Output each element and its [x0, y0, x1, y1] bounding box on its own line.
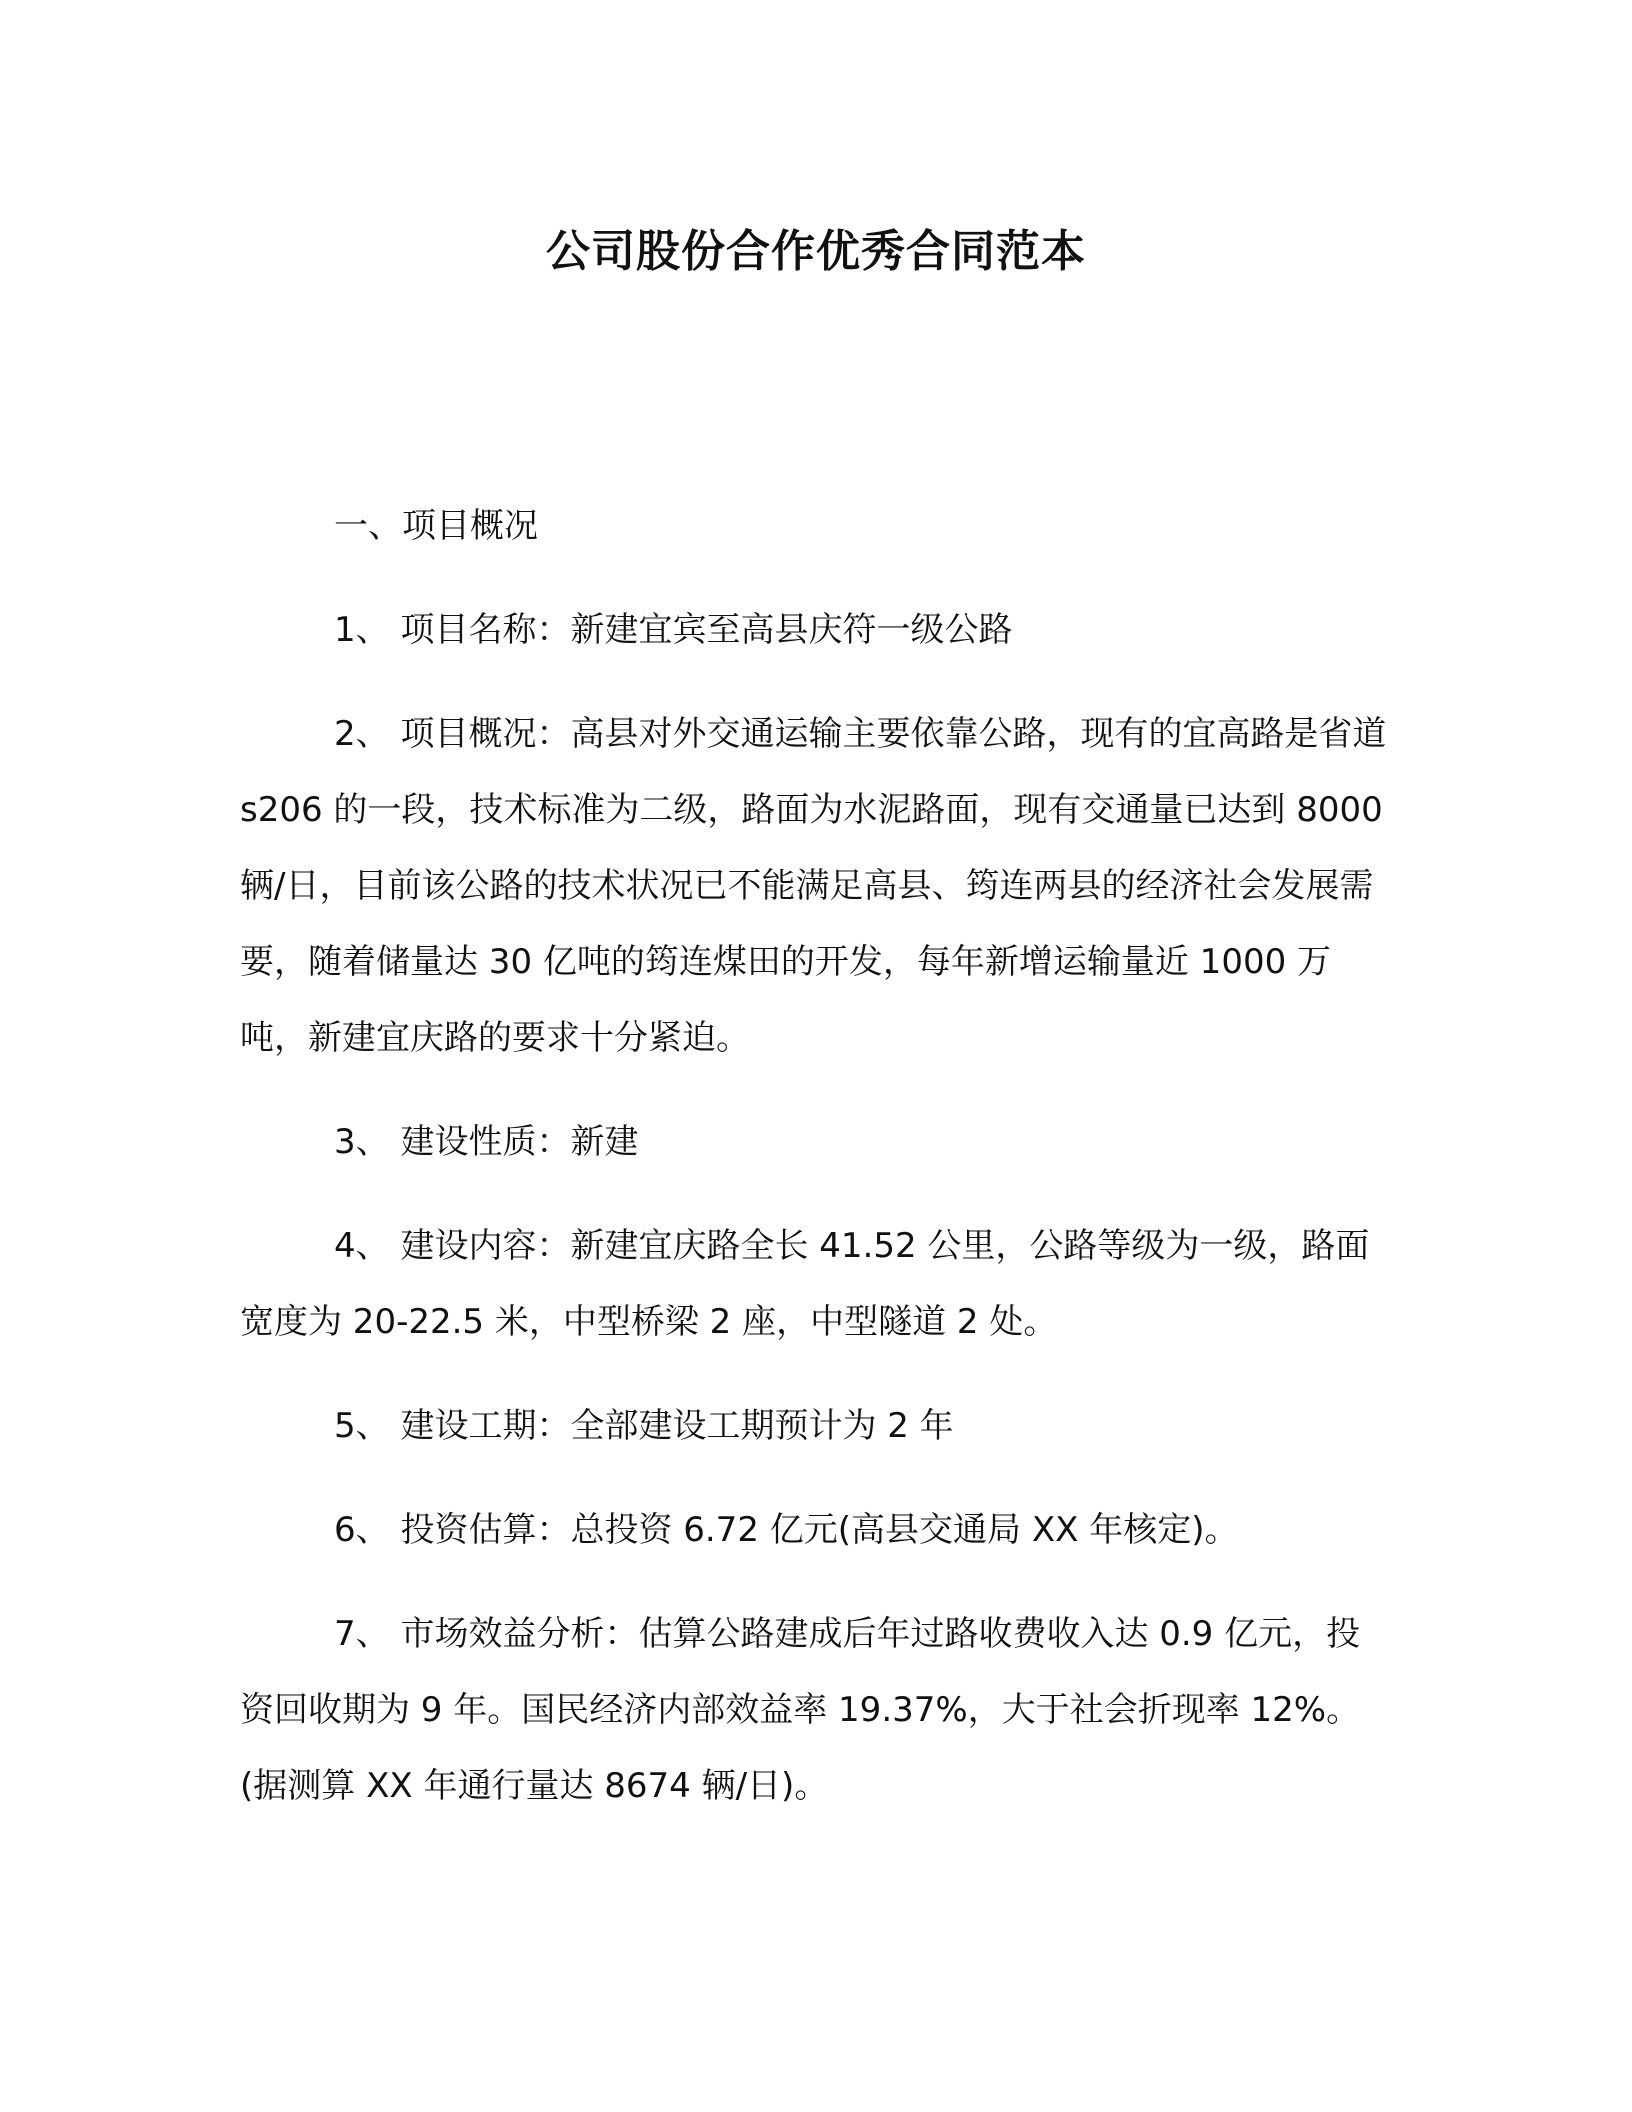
item-project-overview: 2、 项目概况：高县对外交通运输主要依靠公路，现有的宜高路是省道 s206 的一段，技术标准为二级，路面为水泥路面，现有交通量已达到 8000 辆/日，目前该公路的技术状况已不能满足高县、筠连两县的经济社会发展需要，随着储量达 30 亿吨的筠连煤田的开发，每年新增运输量近 1000 万吨，新建宜庆路的要求十分紧迫。 [240, 714, 1387, 1058]
item-construction-period: 5、 建设工期：全部建设工期预计为 2 年 [334, 1406, 954, 1446]
document-body [240, 488, 1390, 1852]
item-construction-content: 4、 建设内容：新建宜庆路全长 41.52 公里，公路等级为一级，路面宽度为 20-22.5 米，中型桥梁 2 座，中型隧道 2 处。 [240, 1226, 1370, 1342]
item-investment-estimate: 6、 投资估算：总投资 6.72 亿元(高县交通局 XX 年核定)。 [334, 1510, 1239, 1550]
item-market-benefit: 7、 市场效益分析：估算公路建成后年过路收费收入达 0.9 亿元，投资回收期为 9 年。国民经济内部效益率 19.37%，大于社会折现率 12%。(据测算 XX 年通行量达 8674 辆/日)。 [240, 1614, 1361, 1806]
item-construction-nature: 3、 建设性质：新建 [334, 1122, 639, 1162]
item-project-name: 1、 项目名称：新建宜宾至高县庆符一级公路 [334, 610, 1013, 650]
document-title: 公司股份合作优秀合同范本 [546, 226, 1086, 277]
section-heading: 一、项目概况 [334, 506, 538, 546]
